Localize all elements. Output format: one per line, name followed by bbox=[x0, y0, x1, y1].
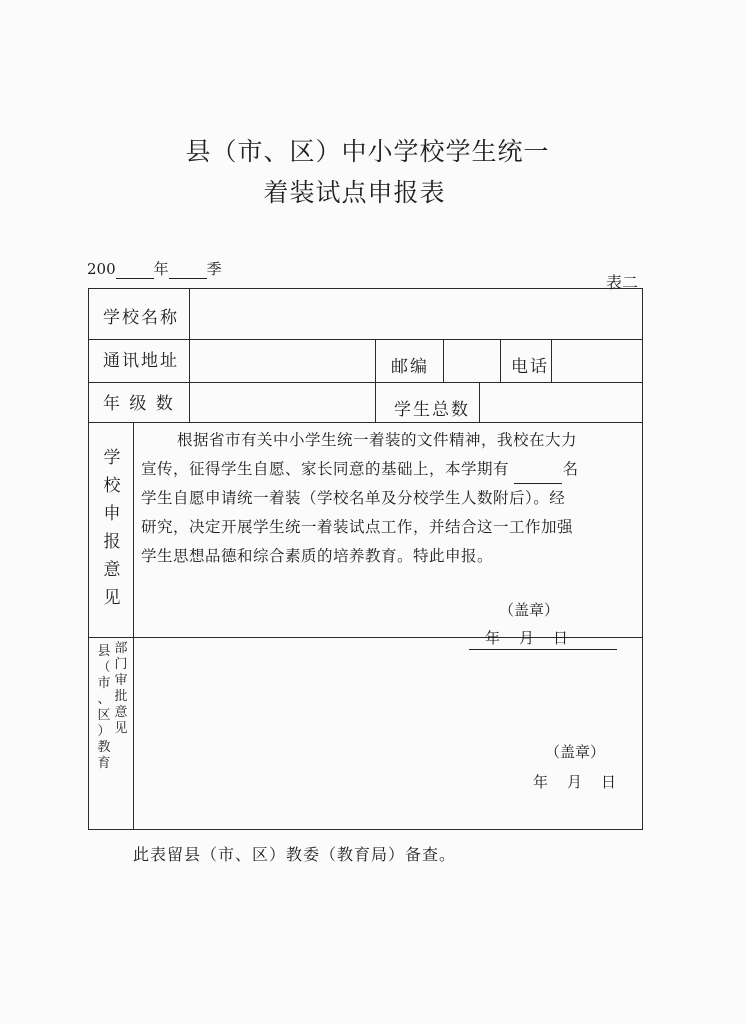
opinion-line-part: 宣传，征得学生自愿、家长同意的基础上，本学期有 bbox=[141, 460, 510, 478]
opinion-line: 学生自愿申请统一着装（学校名单及分校学生人数附后）。经 bbox=[141, 489, 566, 507]
column-divider bbox=[133, 422, 134, 829]
dept-seal-label: （盖章） bbox=[545, 743, 606, 761]
dept-opinion-side-char: 区 bbox=[97, 708, 111, 723]
year-prefix: 200 bbox=[87, 260, 116, 278]
dept-opinion-side-char: 市 bbox=[97, 676, 111, 691]
season-blank bbox=[169, 262, 207, 279]
opinion-line: 根据省市有关中小学生统一着装的文件精神，我校在大力 bbox=[177, 431, 578, 449]
dept-opinion-side-label-col1 bbox=[97, 644, 111, 772]
address-field[interactable] bbox=[190, 340, 374, 381]
students-total-label: 学生总数 bbox=[394, 400, 470, 420]
opinion-line-part: 名 bbox=[562, 460, 579, 478]
dept-opinion-side-char: 审 bbox=[114, 673, 128, 688]
dept-opinion-side-char: 教 bbox=[97, 740, 111, 755]
dept-opinion-side-label-col2 bbox=[114, 641, 128, 737]
dept-opinion-side-char: 县 bbox=[97, 644, 111, 659]
year-blank bbox=[116, 262, 154, 279]
grades-label: 年 级 数 bbox=[103, 394, 175, 414]
school-opinion-side-char: 意 bbox=[103, 560, 121, 580]
season-char: 季 bbox=[206, 260, 222, 278]
phone-label: 电话 bbox=[511, 357, 549, 377]
dept-opinion-side-char: ） bbox=[97, 724, 111, 739]
form-title-line-1: 县（市、区）中小学校学生统一 bbox=[185, 137, 550, 166]
column-divider bbox=[375, 339, 376, 422]
school-opinion-side-char: 申 bbox=[103, 504, 121, 524]
phone-field[interactable] bbox=[552, 340, 641, 381]
school-opinion-side-label bbox=[102, 444, 122, 612]
application-table bbox=[88, 288, 643, 830]
dept-date-label: 年 月 日 bbox=[533, 773, 619, 791]
dept-opinion-side-char: 意 bbox=[114, 705, 128, 720]
school-name-field[interactable] bbox=[190, 290, 641, 338]
school-date-underline bbox=[469, 649, 617, 650]
students-total-field[interactable] bbox=[480, 383, 641, 421]
form-title-line-2: 着装试点申报表 bbox=[263, 178, 446, 207]
dept-opinion-side-char: 见 bbox=[114, 721, 128, 736]
dept-opinion-side-char: 部 bbox=[114, 641, 128, 656]
student-count-blank[interactable] bbox=[514, 469, 562, 484]
postcode-field[interactable] bbox=[444, 340, 499, 381]
school-opinion-side-char: 校 bbox=[103, 476, 121, 496]
school-date-label: 年 月 日 bbox=[485, 629, 571, 647]
footer-note: 此表留县（市、区）教委（教育局）备查。 bbox=[133, 845, 457, 864]
opinion-line: 学生思想品德和综合素质的培养教育。特此申报。 bbox=[141, 547, 494, 565]
school-name-label: 学校名称 bbox=[103, 308, 179, 328]
row-divider bbox=[89, 422, 642, 423]
dept-opinion-side-char: 批 bbox=[114, 689, 128, 704]
dept-opinion-side-char: 门 bbox=[114, 657, 128, 672]
school-opinion-side-char: 报 bbox=[103, 532, 121, 552]
postcode-label: 邮编 bbox=[391, 357, 429, 377]
school-opinion-text bbox=[141, 426, 643, 571]
school-opinion-side-char: 学 bbox=[103, 448, 121, 468]
address-label: 通讯地址 bbox=[103, 351, 179, 371]
dept-opinion-side-char: （ bbox=[97, 660, 111, 675]
year-char: 年 bbox=[153, 260, 169, 278]
grades-field[interactable] bbox=[190, 383, 374, 421]
opinion-line bbox=[141, 455, 643, 484]
school-seal-label: （盖章） bbox=[499, 601, 560, 619]
school-opinion-side-char: 见 bbox=[103, 588, 121, 608]
year-season-line bbox=[87, 258, 222, 279]
opinion-line: 研究，决定开展学生统一着装试点工作，并结合这一工作加强 bbox=[141, 518, 574, 536]
dept-opinion-side-char: 、 bbox=[97, 692, 111, 707]
dept-opinion-side-char: 育 bbox=[97, 756, 111, 771]
form-number: 表二 bbox=[606, 273, 639, 292]
column-divider bbox=[500, 339, 501, 382]
